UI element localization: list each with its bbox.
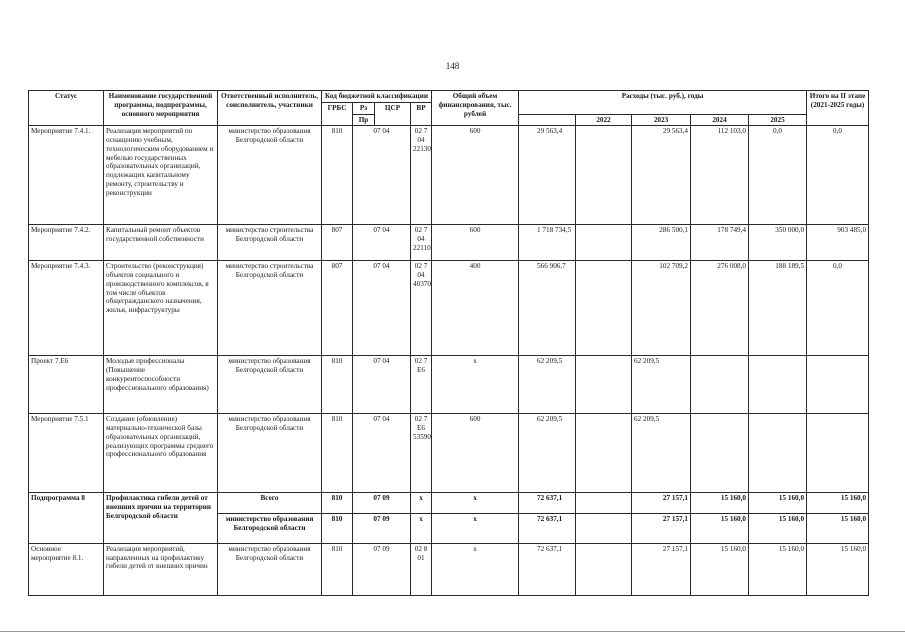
subprogram-row-total [29, 493, 869, 514]
row-executor: Всего [218, 493, 322, 514]
row-csr: х [411, 513, 432, 543]
header-budget-code: Код бюджетной классификации [322, 91, 432, 103]
row-2025: 15 160,0 [807, 493, 869, 514]
row-blank [576, 493, 632, 514]
row-2023 [691, 414, 749, 493]
row-csr: 02 7 Е6 53590 [411, 414, 432, 493]
row-2023 [691, 356, 749, 414]
row-status: Мероприятие 7.4.3. [29, 261, 104, 356]
row-2024: 15 160,0 [749, 493, 807, 514]
row-2025: 903 485,0 [807, 225, 869, 261]
row-rzpr: 07 04 [353, 261, 411, 356]
row-csr: х [411, 493, 432, 514]
row-vr: х [432, 493, 519, 514]
row-2025 [807, 414, 869, 493]
header-rz: Рз [353, 102, 375, 114]
row-vr: х [432, 543, 519, 595]
row-total: 62 209,5 [519, 414, 576, 493]
table-row [29, 543, 869, 595]
row-executor: министерство образования Белгородской области [218, 543, 322, 595]
row-vr: 600 [432, 414, 519, 493]
row-csr: 02 7 04 40370 [411, 261, 432, 356]
subprogram-status: Подпрограмма 8 [29, 493, 104, 544]
table-row [29, 356, 869, 414]
row-csr: 02 7 04 22130 [411, 126, 432, 225]
row-executor: министерство образования Белгородской области [218, 513, 322, 543]
row-2022: 27 157,1 [632, 543, 691, 595]
row-vr: 400 [432, 261, 519, 356]
header-2024: 2024 [691, 114, 749, 126]
row-total: 62 209,5 [519, 356, 576, 414]
row-csr: 02 8 01 [411, 543, 432, 595]
header-executor: Ответственный исполнитель, соисполнитель, участники [218, 91, 322, 126]
row-name: Молодые профессионалы (Повышение конкурентоспособности профессионального образования) [104, 356, 218, 414]
row-rzpr: 07 04 [353, 225, 411, 261]
row-blank [576, 543, 632, 595]
row-2024 [749, 414, 807, 493]
row-grbs: 810 [322, 543, 353, 595]
header-2025: 2025 [749, 114, 807, 126]
row-executor: министерство образования Белгородской области [218, 356, 322, 414]
row-2025: 15 160,0 [807, 513, 869, 543]
row-2024: 0,0 [749, 126, 807, 225]
row-executor: министерство строительства Белгородской области [218, 225, 322, 261]
row-vr: х [432, 513, 519, 543]
row-2025: 0,0 [807, 261, 869, 356]
row-2023: 178 749,4 [691, 225, 749, 261]
header-csr: ЦСР [375, 102, 411, 126]
budget-table [28, 90, 869, 596]
row-csr: 02 7 04 22110 [411, 225, 432, 261]
row-grbs: 810 [322, 513, 353, 543]
row-2022: 286 500,1 [632, 225, 691, 261]
header-blank [519, 114, 576, 126]
row-vr: 600 [432, 225, 519, 261]
row-vr: 600 [432, 126, 519, 225]
row-grbs: 810 [322, 126, 353, 225]
row-2024 [749, 356, 807, 414]
row-2024: 350 000,0 [749, 225, 807, 261]
table-row [29, 414, 869, 493]
header-2022: 2022 [576, 114, 632, 126]
header-grbs: ГРБС [322, 102, 353, 126]
row-name: Реализация мероприятий по оснащению учебным, технологическим оборудованием и мебелью государственных образовательных организаций, подлежащих капитальному ремонту, строительству и реконструкции [104, 126, 218, 225]
row-2023: 15 160,0 [691, 493, 749, 514]
row-2024: 15 160,0 [749, 513, 807, 543]
row-total: 1 718 734,5 [519, 225, 576, 261]
table-row [29, 225, 869, 261]
row-blank [576, 126, 632, 225]
row-2024: 15 160,0 [749, 543, 807, 595]
row-csr: 02 7 Е6 [411, 356, 432, 414]
row-status: Мероприятие 7.4.1. [29, 126, 104, 225]
row-rzpr: 07 09 [353, 543, 411, 595]
table-row [29, 126, 869, 225]
row-2023: 112 103,0 [691, 126, 749, 225]
page-number: 148 [445, 61, 460, 71]
row-grbs: 807 [322, 261, 353, 356]
row-grbs: 807 [322, 225, 353, 261]
subprogram-name: Профилактика гибели детей от внешних причин на территории Белгородской области [104, 493, 218, 544]
row-blank [576, 414, 632, 493]
row-rzpr: 07 04 [353, 414, 411, 493]
row-vr: х [432, 356, 519, 414]
scan-edge-line [0, 631, 905, 632]
row-rzpr: 07 09 [353, 513, 411, 543]
row-rzpr: 07 09 [353, 493, 411, 514]
row-executor: министерство образования Белгородской области [218, 414, 322, 493]
row-blank [576, 356, 632, 414]
row-2024: 188 189,5 [749, 261, 807, 356]
row-2022: 27 157,1 [632, 493, 691, 514]
row-executor: министерство строительства Белгородской области [218, 261, 322, 356]
header-expenses: Расходы (тыс. руб.), годы [519, 91, 807, 115]
row-2025 [807, 356, 869, 414]
row-2023: 15 160,0 [691, 543, 749, 595]
row-blank [576, 225, 632, 261]
header-vr: ВР [411, 102, 432, 126]
row-grbs: 810 [322, 493, 353, 514]
header-program: Наименование государственной программы, подпрограммы, основного мероприятия [104, 91, 218, 126]
header-status: Статус [29, 91, 104, 126]
row-2022: 62 209,5 [632, 414, 691, 493]
header-total-volume: Общий объем финансирования, тыс. рублей [432, 91, 519, 126]
row-status: Мероприятие 7.5.1 [29, 414, 104, 493]
row-total: 72 637,1 [519, 543, 576, 595]
row-rzpr: 07 04 [353, 126, 411, 225]
row-grbs: 810 [322, 356, 353, 414]
row-2022: 102 709,2 [632, 261, 691, 356]
row-2023: 276 008,0 [691, 261, 749, 356]
row-status: Мероприятие 7.4.2. [29, 225, 104, 261]
row-2025: 0,0 [807, 126, 869, 225]
header-stage-total: Итого на II этапе (2021-2025 годы) [807, 91, 869, 126]
row-total: 29 563,4 [519, 126, 576, 225]
row-2025: 15 160,0 [807, 543, 869, 595]
row-total: 566 906,7 [519, 261, 576, 356]
row-rzpr: 07 04 [353, 356, 411, 414]
row-2022: 62 209,5 [632, 356, 691, 414]
row-status: Проект 7.Е6 [29, 356, 104, 414]
row-grbs: 810 [322, 414, 353, 493]
row-2022: 27 157,1 [632, 513, 691, 543]
row-blank [576, 513, 632, 543]
row-status: Основное мероприятие 8.1. [29, 543, 104, 595]
table-row [29, 261, 869, 356]
header-2023: 2023 [632, 114, 691, 126]
row-blank [576, 261, 632, 356]
row-total: 72 637,1 [519, 493, 576, 514]
row-2023: 15 160,0 [691, 513, 749, 543]
row-total: 72 637,1 [519, 513, 576, 543]
header-pr: Пр [353, 114, 375, 126]
row-executor: министерство образования Белгородской области [218, 126, 322, 225]
row-name: Реализация мероприятий, направленных на профилактику гибели детей от внешних причин [104, 543, 218, 595]
row-name: Капитальный ремонт объектов государственной собственности [104, 225, 218, 261]
row-name: Строительство (реконструкция) объектов социального и производственного комплексов, в том числе объектов общегражданского назначения, жилья, инфраструктуры [104, 261, 218, 356]
row-2022: 29 563,4 [632, 126, 691, 225]
row-name: Создание (обновление) материально-технической базы образовательных организаций, реализующих программы среднего профессионального образования [104, 414, 218, 493]
